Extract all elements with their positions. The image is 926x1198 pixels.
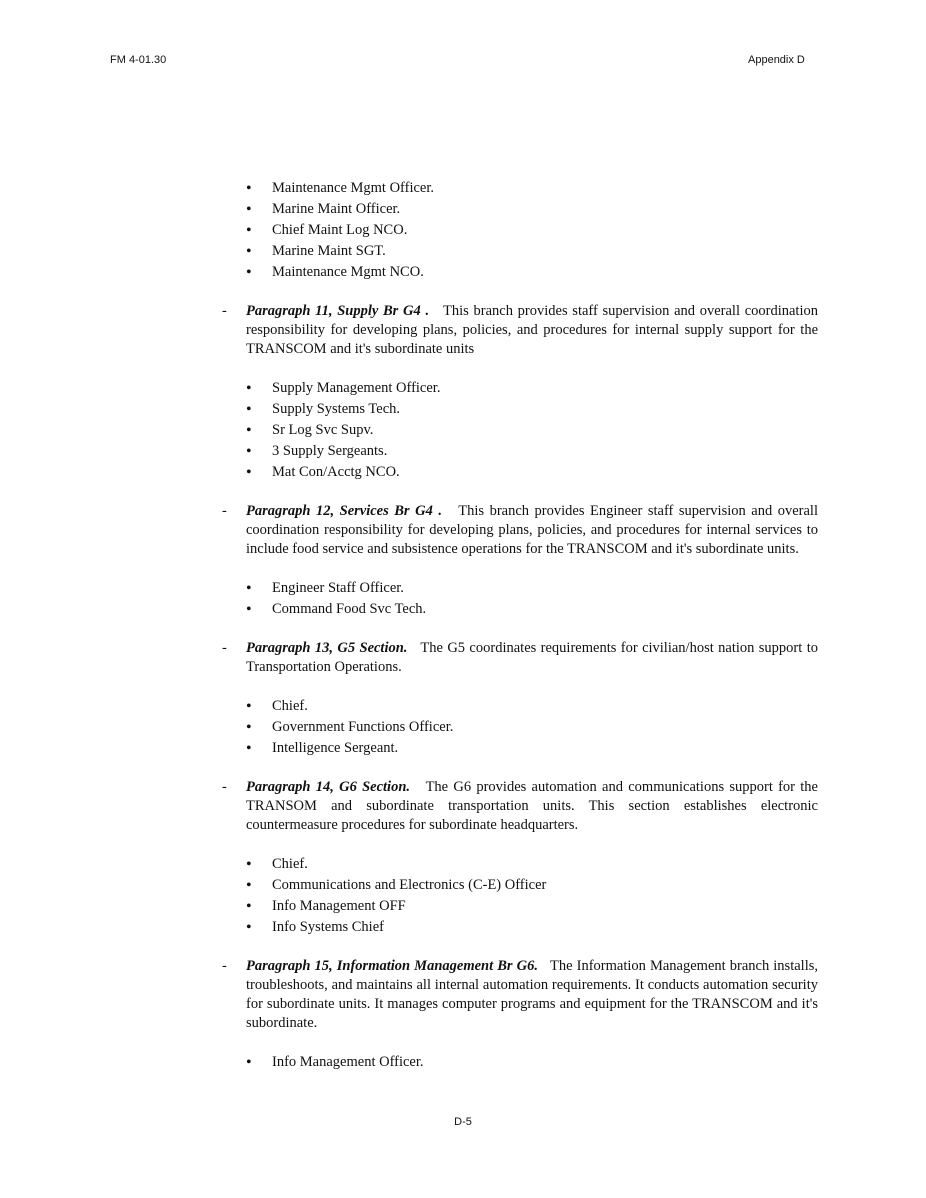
list-item: • Government Functions Officer. — [222, 717, 818, 738]
g5-personnel-list — [222, 696, 818, 759]
g6-personnel-list — [222, 854, 818, 938]
list-item: • Mat Con/Acctg NCO. — [222, 462, 818, 483]
header-doc-id: FM 4-01.30 — [110, 54, 167, 66]
paragraph-15 — [222, 957, 818, 1033]
dash-marker: - — [222, 779, 227, 795]
paragraph-lead: Paragraph 14, G6 Section. — [246, 779, 411, 795]
dash-marker: - — [222, 958, 227, 974]
list-item: • Intelligence Sergeant. — [222, 738, 818, 759]
paragraph-text: The G5 coordinates requirements for civilian/host nation support to Transportation Operations. — [246, 640, 818, 675]
list-item: • 3 Supply Sergeants. — [222, 441, 818, 462]
services-personnel-list — [222, 578, 818, 620]
page-body — [222, 178, 818, 1073]
paragraph-12 — [222, 502, 818, 559]
list-item: • Engineer Staff Officer. — [222, 578, 818, 599]
list-item: • Info Management Officer. — [222, 1052, 818, 1073]
header-appendix: Appendix D — [748, 54, 805, 66]
maintenance-personnel-list — [222, 178, 818, 283]
list-item: • Supply Management Officer. — [222, 378, 818, 399]
list-item: • Info Management OFF — [222, 896, 818, 917]
list-item: • Info Systems Chief — [222, 917, 818, 938]
list-item: • Chief Maint Log NCO. — [222, 220, 818, 241]
paragraph-text: This branch provides staff supervision and overall coordination responsibility for developing plans, policies, and procedures for internal supply support for the TRANSCOM and it's subordinate units — [246, 303, 818, 357]
paragraph-lead: Paragraph 12, Services Br G4 . — [246, 503, 442, 519]
list-item: • Maintenance Mgmt Officer. — [222, 178, 818, 199]
paragraph-lead: Paragraph 15, Information Management Br G6. — [246, 958, 538, 974]
paragraph-text: The Information Management branch installs, troubleshoots, and maintains all internal automation requirements. It conducts automation security for subordinate units. It manages computer programs and equipment for the TRANSCOM and it's subordinate. — [246, 958, 818, 1031]
paragraph-lead: Paragraph 11, Supply Br G4 . — [246, 303, 430, 319]
paragraph-11 — [222, 302, 818, 359]
info-management-personnel-list — [222, 1052, 818, 1073]
list-item: • Chief. — [222, 696, 818, 717]
list-item: • Supply Systems Tech. — [222, 399, 818, 420]
paragraph-text: This branch provides Engineer staff supervision and overall coordination responsibility for developing plans, policies, and procedures for internal services to include food service and subsistence operations for the TRANSCOM and it's subordinate units. — [246, 503, 818, 557]
page-number: D-5 — [454, 1116, 472, 1128]
dash-marker: - — [222, 503, 227, 519]
list-item: • Chief. — [222, 854, 818, 875]
dash-marker: - — [222, 640, 227, 656]
list-item: • Marine Maint SGT. — [222, 241, 818, 262]
supply-personnel-list — [222, 378, 818, 483]
list-item: • Marine Maint Officer. — [222, 199, 818, 220]
paragraph-14 — [222, 778, 818, 835]
paragraph-lead: Paragraph 13, G5 Section. — [246, 640, 408, 656]
list-item: • Maintenance Mgmt NCO. — [222, 262, 818, 283]
list-item: • Command Food Svc Tech. — [222, 599, 818, 620]
dash-marker: - — [222, 303, 227, 319]
paragraph-13 — [222, 639, 818, 677]
paragraph-text: The G6 provides automation and communications support for the TRANSOM and subordinate transportation units. This section establishes electronic countermeasure procedures for subordinate headquarters. — [246, 779, 818, 833]
list-item: • Sr Log Svc Supv. — [222, 420, 818, 441]
list-item: • Communications and Electronics (C-E) Officer — [222, 875, 818, 896]
